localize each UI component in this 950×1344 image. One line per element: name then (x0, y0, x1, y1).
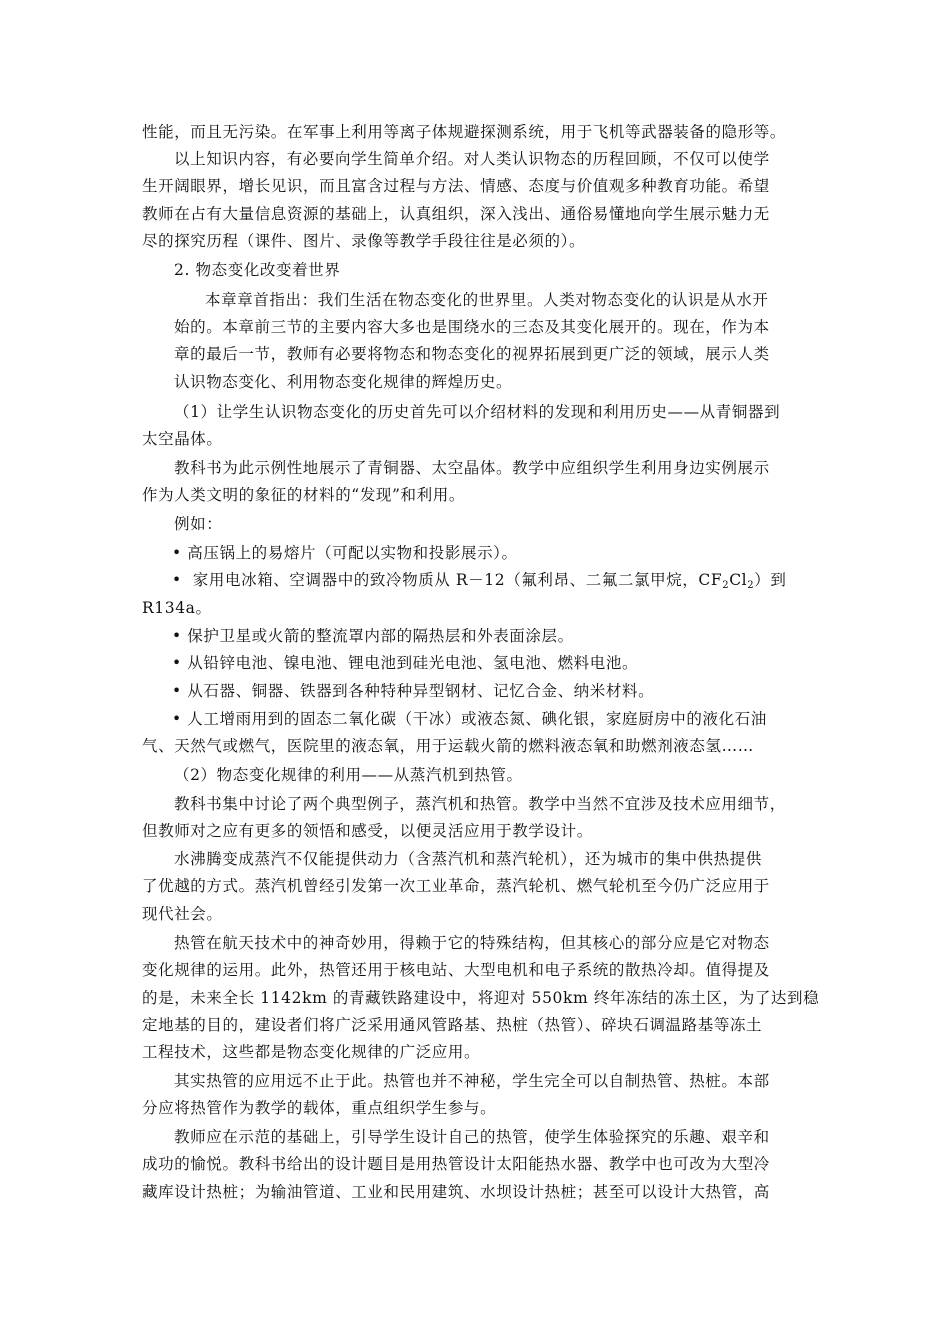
list-item: • 家用电冰箱、空调器中的致冷物质从 R－12（氟利昂、二氟二氯甲烷，$CF_2Cl_2$）到 (172, 571, 787, 591)
text-line: 分应将热管作为教学的载体，重点组织学生参与。 (142, 1099, 497, 1117)
text-line: 教科书为此示例性地展示了青铜器、太空晶体。教学中应组织学生利用身边实例展示 (174, 459, 770, 477)
text-line: 教科书集中讨论了两个典型例子，蒸汽机和热管。教学中当然不宜涉及技术应用细节， (174, 795, 786, 813)
text-line: R134a。 (142, 599, 212, 617)
text-line: 章的最后一节，教师有必要将物态和物态变化的视界拓展到更广泛的领域，展示人类 (174, 345, 770, 363)
text-line: 性能，而且无污染。在军事上利用等离子体规避探测系统，用于飞机等武器装备的隐形等。 (142, 123, 787, 141)
text-line: 但教师对之应有更多的领悟和感受，以便灵活应用于教学设计。 (142, 822, 593, 840)
list-item: • 保护卫星或火箭的整流罩内部的隔热层和外表面涂层。 (172, 627, 574, 645)
text-line: 本章章首指出：我们生活在物态变化的世界里。人类对物态变化的认识是从水开 (205, 291, 769, 309)
text-line: 了优越的方式。蒸汽机曾经引发第一次工业革命，蒸汽轮机、燃气轮机至今仍广泛应用于 (142, 877, 770, 895)
subsection-heading: （1）让学生认识物态变化的历史首先可以介绍材料的发现和利用历史——从青铜器到 (174, 403, 781, 421)
text-line: 藏库设计热桩；为输油管道、工业和民用建筑、水坝设计热桩；甚至可以设计大热管，高 (142, 1183, 770, 1201)
section-heading: 2. 物态变化改变着世界 (174, 261, 341, 279)
list-item: • 从铅锌电池、镍电池、锂电池到硅光电池、氢电池、燃料电池。 (172, 654, 639, 672)
text-line: 气、天然气或燃气，医院里的液态氧，用于运载火箭的燃料液态氧和助燃剂液态氢…… (142, 737, 754, 755)
text-line: 定地基的目的，建设者们将广泛采用通风管路基、热桩（热管）、碎块石调温路基等冻土 (142, 1016, 763, 1034)
text-line: 尽的探究历程（课件、图片、录像等教学手段往往是必须的）。 (142, 232, 586, 250)
text-line: 其实热管的应用远不止于此。热管也并不神秘，学生完全可以自制热管、热桩。本部 (174, 1072, 770, 1090)
text-line: 作为人类文明的象征的材料的“发现”和利用。 (142, 486, 465, 504)
text-line: 热管在航天技术中的神奇妙用，得赖于它的特殊结构，但其核心的部分应是它对物态 (174, 934, 770, 952)
subsection-heading: （2）物态变化规律的利用——从蒸汽机到热管。 (174, 766, 523, 784)
text-line: 例如： (174, 515, 223, 533)
text-line: 的是，未来全长 1142km 的青藏铁路建设中，将迎对 550km 终年冻结的冻土区，为了达到稳 (142, 989, 820, 1007)
text-line: 以上知识内容，有必要向学生简单介绍。对人类认识物态的历程回顾，不仅可以使学 (174, 150, 770, 168)
text-line: 教师在占有大量信息资源的基础上，认真组织，深入浅出、通俗易懂地向学生展示魅力无 (142, 205, 770, 223)
list-item: • 从石器、铜器、铁器到各种特种异型钢材、记忆合金、纳米材料。 (172, 682, 655, 700)
list-item: • 高压锅上的易熔片（可配以实物和投影展示）。 (172, 544, 518, 562)
text-line: 变化规律的运用。此外，热管还用于核电站、大型电机和电子系统的散热冷却。值得提及 (142, 961, 770, 979)
text-line: 教师应在示范的基础上，引导学生设计自己的热管，使学生体验探究的乐趣、艰辛和 (174, 1128, 770, 1146)
text-line: 现代社会。 (142, 905, 223, 923)
text-line: 生开阔眼界，增长见识，而且富含过程与方法、情感、态度与价值观多种教育功能。希望 (142, 177, 770, 195)
text-line: 水沸腾变成蒸汽不仅能提供动力（含蒸汽机和蒸汽轮机），还为城市的集中供热提供 (174, 850, 762, 868)
text-line: 成功的愉悦。教科书给出的设计题目是用热管设计太阳能热水器、教学中也可改为大型冷 (142, 1155, 770, 1173)
text-line: 认识物态变化、利用物态变化规律的辉煌历史。 (174, 373, 513, 391)
text-line: 太空晶体。 (142, 430, 223, 448)
text-line: 工程技术，这些都是物态变化规律的广泛应用。 (142, 1043, 481, 1061)
list-item: • 人工增雨用到的固态二氧化碳（干冰）或液态氮、碘化银，家庭厨房中的液化石油 (172, 710, 767, 728)
text-line: 始的。本章前三节的主要内容大多也是围绕水的三态及其变化展开的。现在，作为本 (174, 318, 770, 336)
